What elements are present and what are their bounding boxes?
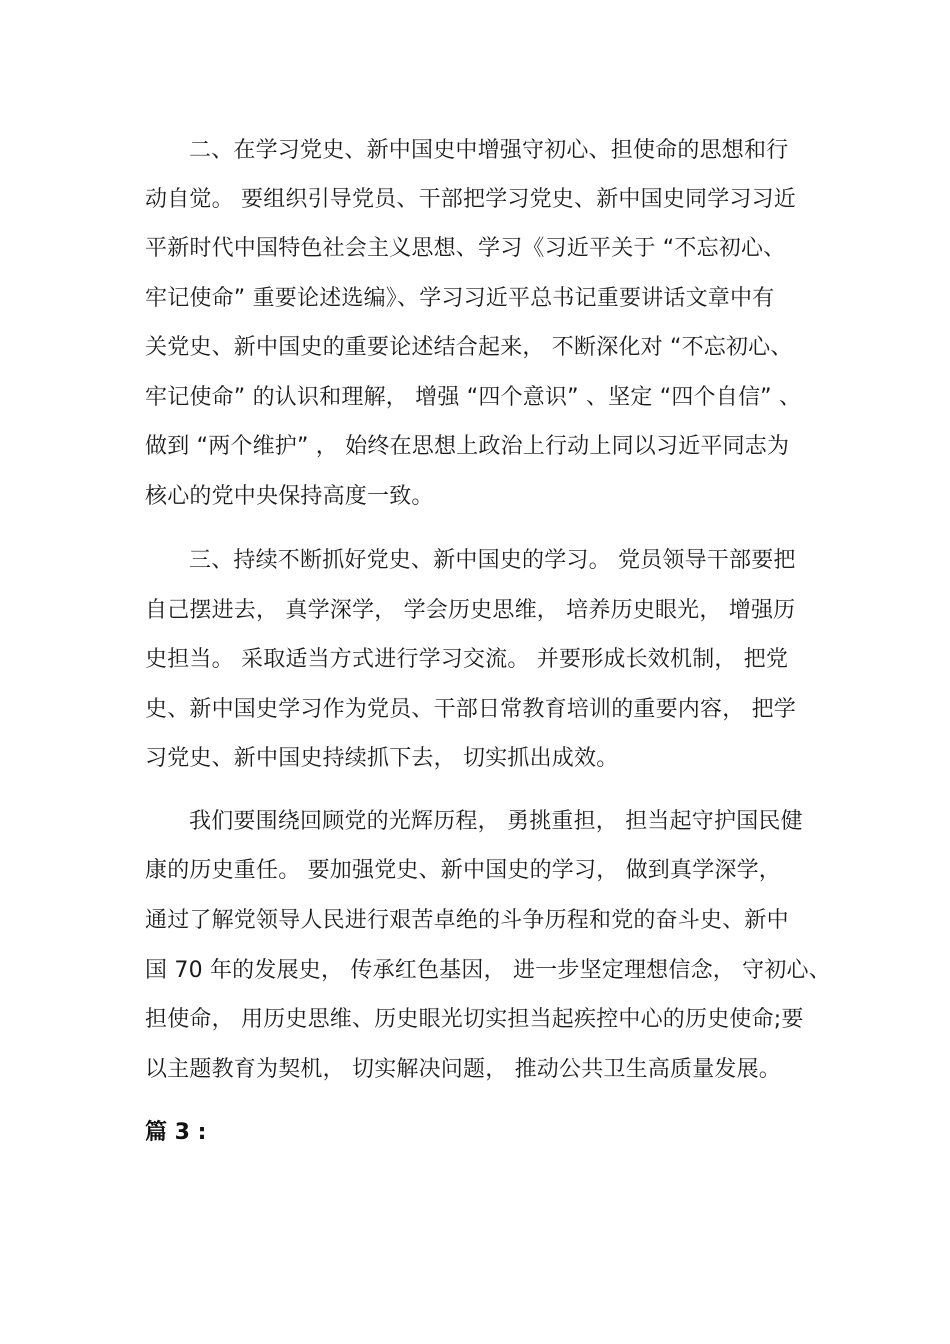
paragraph-3-line-3: 通过了解党领导人民进行艰苦卓绝的斗争历程和党的奋斗史、新中 — [145, 908, 789, 933]
paragraph-3-line-1: 我们要围绕回顾党的光辉历程， 勇挑重担， 担当起守护国民健 — [189, 809, 803, 834]
paragraph-3-line-4: 国 70 年的发展史， 传承红色基因， 进一步坚定理想信念， 守初心、 — [145, 958, 831, 983]
paragraph-1-line-6: 牢记使命” 的认识和理解， 增强 “四个意识” 、坚定 “四个自信” 、 — [145, 385, 802, 410]
paragraph-1-line-8: 核心的党中央保持高度一致。 — [145, 484, 434, 509]
paragraph-2-line-4: 史、新中国史学习作为党员、干部日常教育培训的重要内容， 把学 — [145, 697, 796, 722]
paragraph-2-line-5: 习党史、新中国史持续抓下去， 切实抓出成效。 — [145, 746, 619, 771]
paragraph-1-line-1: 二、在学习党史、新中国史中增强守初心、担使命的思想和行 — [189, 138, 789, 163]
paragraph-2-line-2: 自己摆进去， 真学深学， 学会历史思维， 培养历史眼光， 增强历 — [145, 598, 796, 623]
paragraph-1-line-2: 动自觉。 要组织引导党员、干部把学习党史、新中国史同学习习近 — [145, 187, 796, 212]
paragraph-1-line-5: 关党史、新中国史的重要论述结合起来， 不断深化对 “不忘初心、 — [145, 335, 793, 360]
section-heading: 篇 3 : — [145, 1120, 207, 1145]
paragraph-2-line-3: 史担当。 采取适当方式进行学习交流。 并要形成长效机制， 把党 — [145, 647, 789, 672]
paragraph-3-line-2: 康的历史重任。 要加强党史、新中国史的学习， 做到真学深学， — [145, 858, 781, 883]
paragraph-1-line-3: 平新时代中国特色社会主义思想、学习《习近平关于 “不忘初心、 — [145, 236, 786, 261]
paragraph-1-line-7: 做到 “两个维护” ， 始终在思想上政治上行动上同以习近平同志为 — [145, 434, 790, 459]
paragraph-3-line-6: 以主题教育为契机， 切实解决问题， 推动公共卫生高质量发展。 — [145, 1057, 781, 1082]
paragraph-2-line-1: 三、持续不断抓好党史、新中国史的学习。 党员领导干部要把 — [189, 548, 796, 573]
paragraph-3-line-5: 担使命， 用历史思维、历史眼光切实担当起疾控中心的历史使命;要 — [145, 1007, 804, 1032]
paragraph-1-line-4: 牢记使命” 重要论述选编》、学习习近平总书记重要讲话文章中有 — [145, 286, 775, 311]
